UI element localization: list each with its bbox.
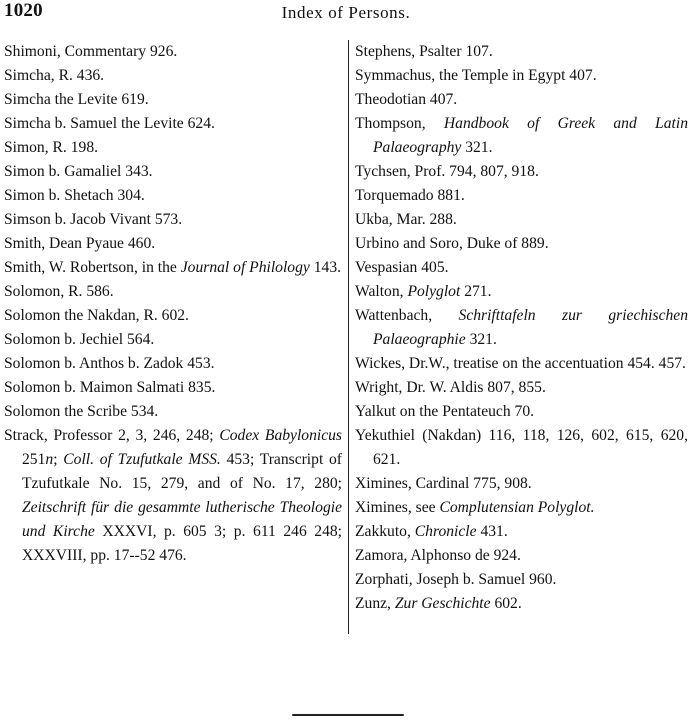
- entry-text: Zamora, Alphonso de 924.: [355, 547, 521, 564]
- entry-text: 431.: [476, 523, 508, 540]
- entry-text: 271.: [460, 283, 492, 300]
- index-entry: [355, 232, 688, 256]
- index-entry: [4, 208, 342, 232]
- index-entry: [355, 352, 688, 376]
- entry-title-italic: Handbook of Greek and Latin Palaeography: [373, 115, 688, 156]
- entry-text: Theodotian 407.: [355, 91, 458, 108]
- index-entry: [355, 424, 688, 472]
- index-entry: [355, 304, 688, 352]
- entry-text: Simon b. Shetach 304.: [4, 187, 145, 204]
- entry-text: Strack, Professor 2, 3, 246, 248;: [4, 427, 220, 444]
- entry-text: Solomon, R. 586.: [4, 283, 114, 300]
- entry-text: Zunz,: [355, 595, 395, 612]
- entry-text: Vespasian 405.: [355, 259, 449, 276]
- index-entry: [4, 64, 342, 88]
- index-entry: [355, 520, 688, 544]
- entry-text: Smith, W. Robertson, in the: [4, 259, 181, 276]
- index-entry: [355, 400, 688, 424]
- entry-title-italic: Coll. of Tzufutkale MSS.: [63, 451, 221, 468]
- entry-text: Solomon the Nakdan, R. 602.: [4, 307, 189, 324]
- entry-text: Wright, Dr. W. Aldis 807, 855.: [355, 379, 546, 396]
- entry-title-italic: Zur Geschichte: [394, 595, 491, 612]
- entry-text: Symmachus, the Temple in Egypt 407.: [355, 67, 597, 84]
- entry-text: Ximines, see: [355, 499, 440, 516]
- index-entry: [4, 136, 342, 160]
- entry-text: Zakkuto,: [355, 523, 415, 540]
- entry-text: 453; Transcript of Tzufutkale No. 15, 279, and of No. 17, 280;: [22, 451, 342, 492]
- entry-title-italic: Zeitschrift für die gesammte lutherische Theologie und Kirche: [22, 499, 342, 540]
- entry-text: Zorphati, Joseph b. Samuel 960.: [355, 571, 557, 588]
- index-entry: [4, 424, 342, 568]
- entry-text: Solomon b. Anthos b. Zadok 453.: [4, 355, 215, 372]
- entry-text: Simcha b. Samuel the Levite 624.: [4, 115, 215, 132]
- entry-text: Simon, R. 198.: [4, 139, 99, 156]
- index-entry: [4, 88, 342, 112]
- entry-text: 143.: [309, 259, 342, 276]
- entry-text: ;: [53, 451, 64, 468]
- index-entry: [355, 280, 688, 304]
- entry-text: Ukba, Mar. 288.: [355, 211, 457, 228]
- index-entry: [355, 40, 688, 64]
- index-column-right: [355, 40, 688, 616]
- entry-title-italic: Schrifttafeln zur griechischen Palaeographie: [373, 307, 689, 348]
- entry-text: Simon b. Gamaliel 343.: [4, 163, 153, 180]
- index-column-left: [4, 40, 342, 568]
- index-entry: [355, 376, 688, 400]
- entry-text: Ximines, Cardinal 775, 908.: [355, 475, 532, 492]
- entry-title-italic: Complutensian Polyglot.: [439, 499, 595, 516]
- page-number: 1020: [4, 0, 43, 21]
- entry-text: Thompson,: [355, 115, 444, 132]
- entry-text: Simcha the Levite 619.: [4, 91, 149, 108]
- entry-text: Smith, Dean Pyaue 460.: [4, 235, 156, 252]
- index-entry: [355, 496, 688, 520]
- entry-title-italic: Polyglot: [407, 283, 461, 300]
- index-entry: [355, 568, 688, 592]
- entry-text: Solomon the Scribe 534.: [4, 403, 159, 420]
- index-entry: [4, 256, 342, 280]
- index-entry: [4, 400, 342, 424]
- entry-text: Walton,: [355, 283, 408, 300]
- entry-text: Shimoni, Commentary 926.: [4, 43, 178, 60]
- entry-text: 321.: [465, 331, 497, 348]
- index-entry: [355, 592, 688, 616]
- index-entry: [4, 184, 342, 208]
- index-entry: [4, 376, 342, 400]
- index-entry: [4, 232, 342, 256]
- entry-text: Yalkut on the Pentateuch 70.: [355, 403, 535, 420]
- index-entry: [4, 352, 342, 376]
- entry-text: Wattenbach,: [355, 307, 459, 324]
- entry-text: Torquemado 881.: [355, 187, 465, 204]
- entry-text: Simcha, R. 436.: [4, 67, 105, 84]
- running-title: Index of Persons.: [281, 3, 411, 22]
- index-entry: [355, 256, 688, 280]
- index-entry: [4, 112, 342, 136]
- index-entry: [355, 208, 688, 232]
- entry-text: Wickes, Dr.W., treatise on the accentuation 454. 457.: [355, 355, 686, 372]
- index-entry: [355, 544, 688, 568]
- entry-text: Solomon b. Jechiel 564.: [4, 331, 155, 348]
- entry-title-italic: Journal of Philology: [180, 259, 310, 276]
- entry-title-italic: Codex Babylonicus: [219, 427, 342, 444]
- end-rule: [292, 714, 404, 716]
- column-divider: [348, 40, 349, 634]
- index-entry: [4, 160, 342, 184]
- index-entry: [355, 88, 688, 112]
- entry-title-italic: n: [45, 451, 54, 468]
- entry-text: 602.: [490, 595, 522, 612]
- entry-text: 321.: [461, 139, 493, 156]
- entry-text: Yekuthiel (Nakdan) 116, 118, 126, 602, 615, 620, 621.: [355, 427, 688, 468]
- index-entry: [355, 184, 688, 208]
- entry-text: Stephens, Psalter 107.: [355, 43, 493, 60]
- index-entry: [355, 472, 688, 496]
- entry-text: 251: [22, 451, 46, 468]
- entry-text: XXXVI, p. 605 3; p. 611 246 248; XXXVIII, pp. 17--52 476.: [22, 523, 342, 564]
- index-entry: [355, 64, 688, 88]
- page-header: [0, 0, 692, 26]
- index-entry: [4, 280, 342, 304]
- entry-title-italic: Chronicle: [414, 523, 477, 540]
- index-entry: [4, 40, 342, 64]
- index-entry: [4, 328, 342, 352]
- index-entry: [355, 112, 688, 160]
- entry-text: Tychsen, Prof. 794, 807, 918.: [355, 163, 539, 180]
- entry-text: Solomon b. Maimon Salmati 835.: [4, 379, 216, 396]
- entry-text: Urbino and Soro, Duke of 889.: [355, 235, 549, 252]
- index-entry: [355, 160, 688, 184]
- entry-text: Simson b. Jacob Vivant 573.: [4, 211, 183, 228]
- index-entry: [4, 304, 342, 328]
